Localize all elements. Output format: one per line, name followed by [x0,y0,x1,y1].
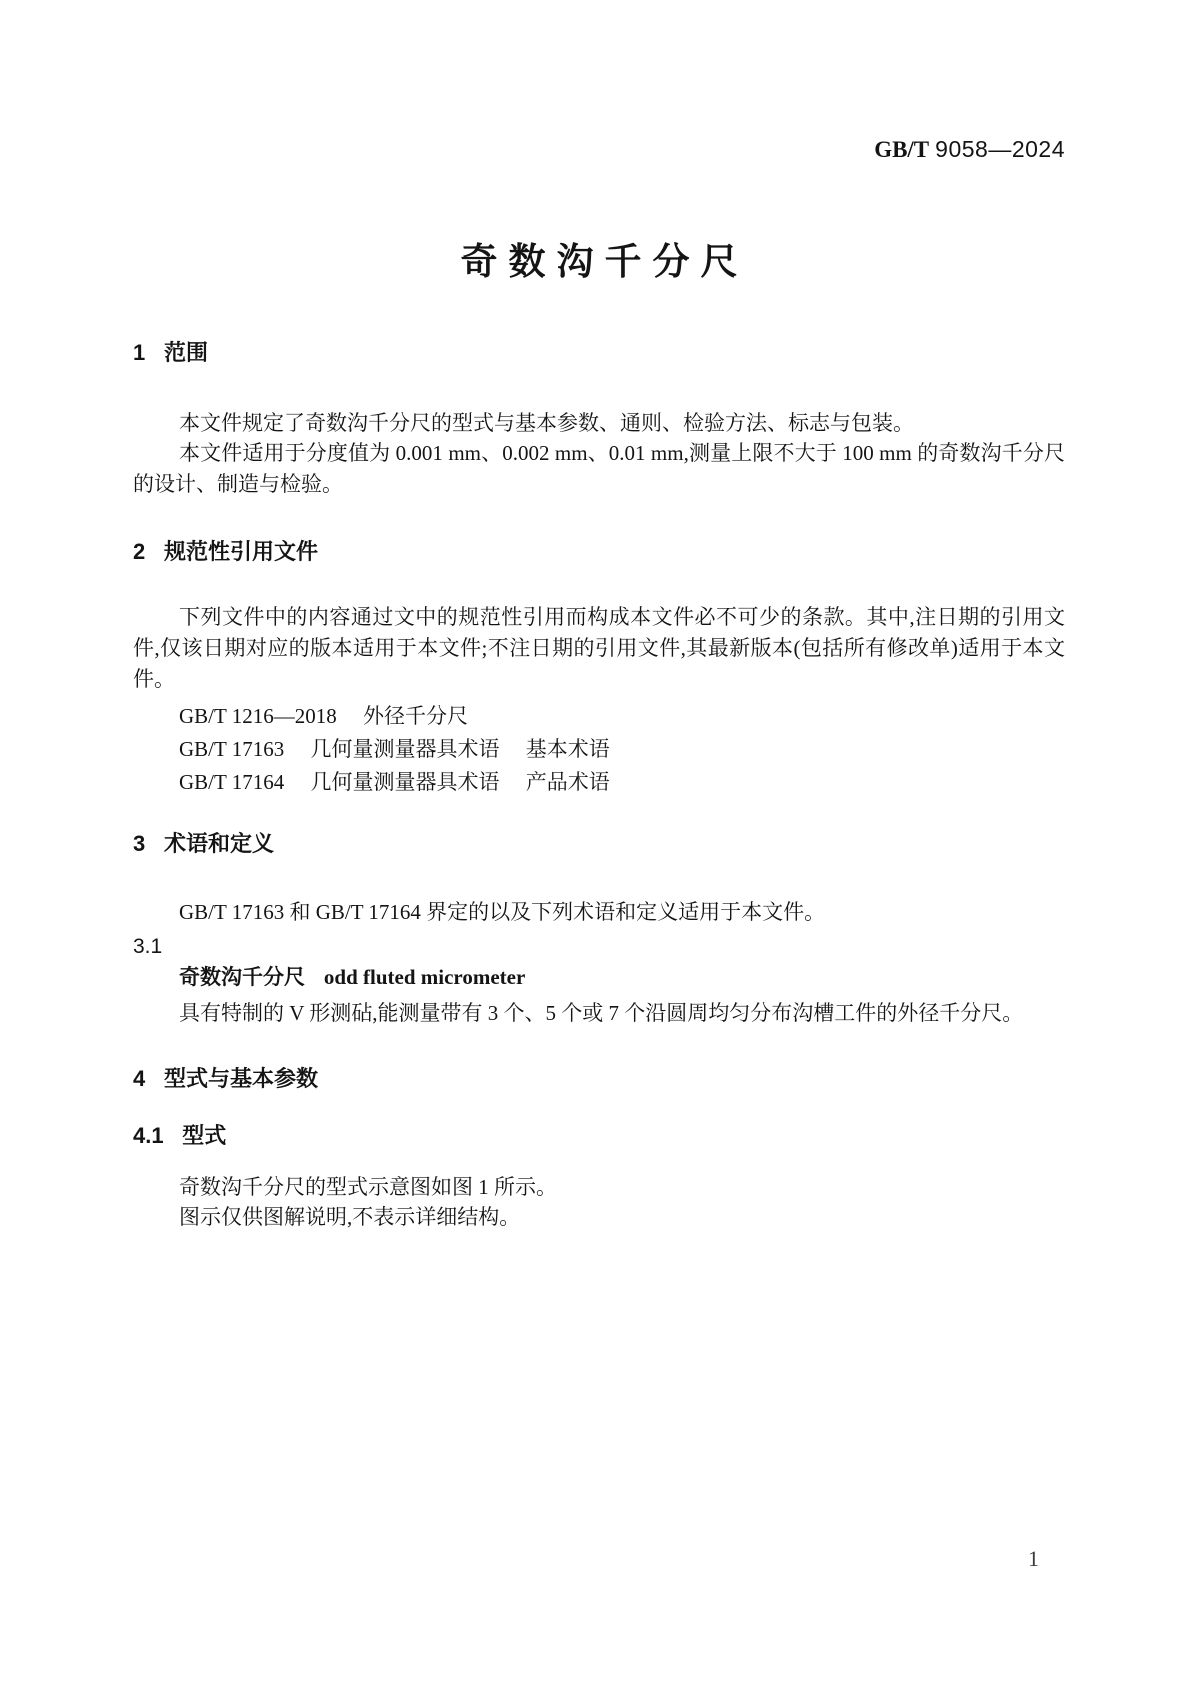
section-4-heading [133,1066,1065,1092]
page-number: 1 [1028,1546,1039,1571]
section-4-number: 4 [133,1066,146,1091]
reference-item: GB/T 17163 几何量测量器具术语 基本术语 [179,737,610,761]
section-3-title: 术语和定义 [163,831,274,856]
type-paragraph-2: 图示仅供图解说明,不表示详细结构。 [179,1205,521,1229]
section-1-heading [133,340,1065,366]
term-entry [133,962,1065,995]
document-title: 奇数沟千分尺 [460,241,749,282]
section-4-1-heading [133,1123,1065,1149]
section-3-number: 3 [133,831,146,856]
doc-number-digits: 9058—2024 [935,136,1065,162]
terms-intro-paragraph: GB/T 17163 和 GB/T 17164 界定的以及下列术语和定义适用于本文件。 [179,900,826,924]
section-4-1-title: 型式 [182,1123,227,1148]
section-1-title: 范围 [163,340,208,365]
reference-item: GB/T 1216—2018 外径千分尺 [179,704,468,728]
scope-paragraph-1: 本文件规定了奇数沟千分尺的型式与基本参数、通则、检验方法、标志与包装。 [179,411,914,435]
type-paragraph-1: 奇数沟千分尺的型式示意图如图 1 所示。 [179,1175,557,1199]
term-definition: 具有特制的 V 形测砧,能测量带有 3 个、5 个或 7 个沿圆周均匀分布沟槽工件的外径千分尺。 [179,1001,1024,1025]
section-3-heading [133,831,1065,857]
normative-references-paragraph: 下列文件中的内容通过文中的规范性引用而构成本文件必不可少的条款。其中,注日期的引用文件,仅该日期对应的版本适用于本文件;不注日期的引用文件,其最新版本(包括所有修改单)适用于本文件。 [133,605,1065,691]
term-chinese: 奇数沟千分尺 [179,966,305,989]
normative-references-list [133,700,1065,799]
doc-number-prefix: GB/T [874,137,930,162]
section-4-title: 型式与基本参数 [163,1066,318,1091]
section-2-number: 2 [133,539,146,564]
scope-paragraph-2: 本文件适用于分度值为 0.001 mm、0.002 mm、0.01 mm,测量上限不大于 100 mm 的奇数沟千分尺的设计、制造与检验。 [133,441,1065,496]
section-2-title: 规范性引用文件 [163,539,318,564]
reference-item: GB/T 17164 几何量测量器具术语 产品术语 [179,770,610,794]
section-4-1-number: 4.1 [133,1123,164,1148]
term-english: odd fluted micrometer [323,965,526,989]
section-1-number: 1 [133,340,146,365]
section-2-heading [133,539,1065,565]
term-clause-number: 3.1 [133,935,163,958]
doc-number-header [133,136,1065,166]
